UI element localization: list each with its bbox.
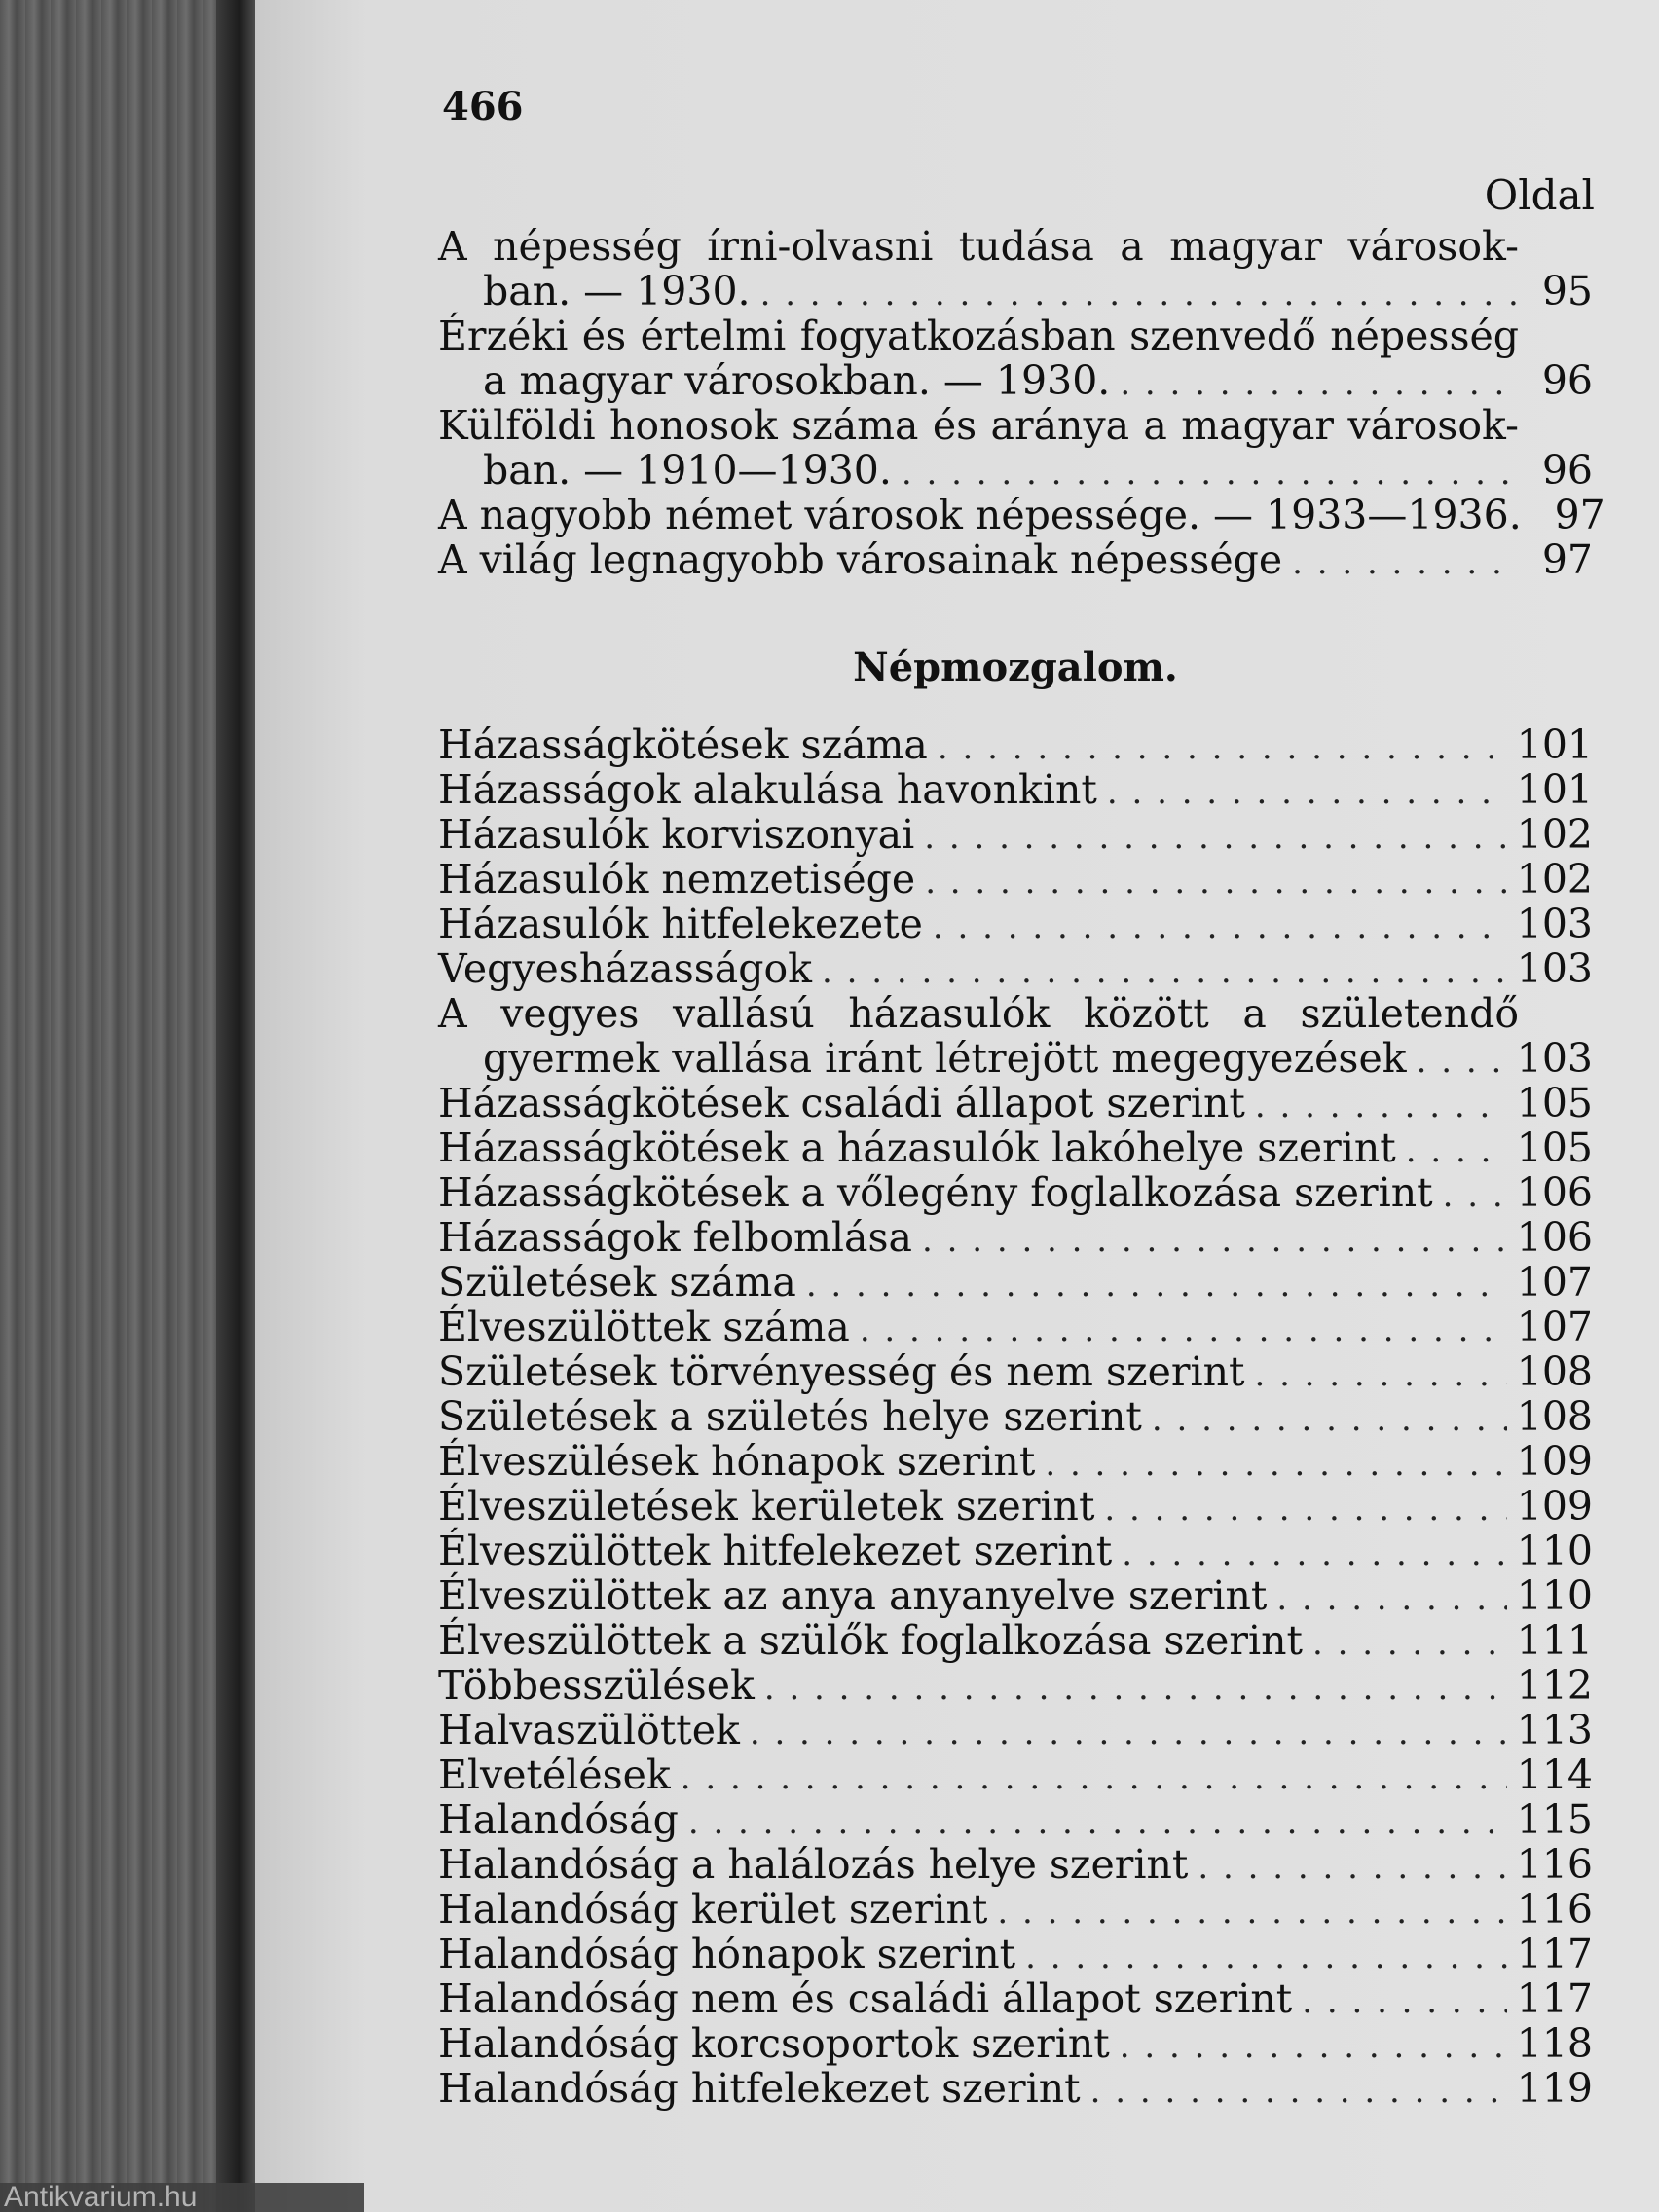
toc-entry-line <box>438 1708 1593 1752</box>
toc-page-number: 95 <box>1541 268 1593 314</box>
toc-page-number: 118 <box>1516 2020 1593 2067</box>
toc-entry-line <box>438 224 1593 269</box>
toc-entry <box>438 1349 1593 1394</box>
toc-dot-leader <box>922 1218 1507 1263</box>
toc-entry <box>438 1394 1593 1439</box>
toc-entry-text: Házasulók korviszonyai <box>438 811 915 858</box>
toc-entry-line <box>438 2066 1593 2111</box>
toc-entry <box>438 1260 1593 1305</box>
toc-dot-leader <box>1292 540 1519 585</box>
toc-entry-text: Házasságkötések a vőlegény foglalkozása szerint <box>438 1169 1433 1216</box>
toc-entry-text: Érzéki és értelmi fogyatkozásban szenvedő népesség <box>438 313 1519 359</box>
toc-entry-line <box>438 946 1593 991</box>
toc-page-number: 102 <box>1516 811 1593 858</box>
toc-dot-leader <box>681 1755 1507 1800</box>
toc-dot-leader <box>1025 1935 1507 1979</box>
toc-entry <box>438 2066 1593 2111</box>
toc-entry-line <box>438 1797 1593 1842</box>
page-column-label: Oldal <box>1484 171 1595 219</box>
toc-dot-leader <box>1417 1039 1507 1084</box>
toc-page-number: 96 <box>1541 357 1593 404</box>
toc-entry <box>438 1529 1593 1573</box>
toc-entry-line <box>438 1081 1593 1125</box>
toc-entry-text: Élveszülöttek száma <box>438 1304 850 1350</box>
toc-entry-line <box>438 1349 1593 1394</box>
toc-dot-leader <box>688 1800 1507 1845</box>
toc-dot-leader <box>1198 1845 1506 1890</box>
toc-page-number: 105 <box>1516 1124 1593 1171</box>
toc-page-number: 110 <box>1516 1572 1593 1619</box>
toc-entry-line <box>438 1036 1593 1081</box>
toc-entry <box>438 1573 1593 1618</box>
toc-page-number: 103 <box>1516 945 1593 992</box>
toc-entry-line <box>438 1215 1593 1260</box>
toc-entry-line <box>438 1618 1593 1663</box>
toc-page-number: 115 <box>1516 1796 1593 1843</box>
toc-entry <box>438 991 1593 1081</box>
toc-entry <box>438 1976 1593 2021</box>
toc-entry-text: A vegyes vallású házasulók között a születendő <box>438 990 1519 1037</box>
toc-dot-leader <box>1090 2069 1507 2114</box>
toc-entry <box>438 857 1593 902</box>
toc-entry <box>438 492 1605 538</box>
toc-dot-leader <box>1152 1397 1507 1442</box>
book-page <box>255 0 1659 2212</box>
toc-page-number: 97 <box>1541 536 1593 583</box>
toc-entry-text: Élveszülések hónapok szerint <box>438 1438 1036 1485</box>
toc-dot-leader <box>1107 770 1507 815</box>
toc-entry-line <box>438 722 1593 767</box>
toc-dot-leader <box>933 904 1507 949</box>
toc-entry-text: Vegyesházasságok <box>438 945 813 992</box>
toc-entry-text: Külföldi honosok száma és aránya a magyar városok- <box>438 402 1519 449</box>
toc-entry-text: Halandóság nem és családi állapot szerint <box>438 1975 1293 2022</box>
toc-group-bottom <box>438 722 1593 2111</box>
toc-entry <box>438 1932 1593 1976</box>
toc-dot-leader <box>1120 361 1519 406</box>
toc-page-number: 119 <box>1516 2065 1593 2112</box>
toc-entry-text: A világ legnagyobb városainak népessége <box>438 536 1283 583</box>
toc-entry <box>438 1439 1593 1484</box>
toc-entry-line <box>438 1529 1593 1573</box>
toc-entry-line <box>438 492 1605 538</box>
toc-entry <box>438 1125 1593 1170</box>
toc-page-number: 116 <box>1516 1886 1593 1933</box>
toc-dot-leader <box>1443 1173 1507 1218</box>
toc-entry-text: Élveszülöttek a szülők foglalkozása szerint <box>438 1617 1303 1664</box>
toc-entry-line <box>438 1663 1593 1708</box>
toc-entry <box>438 946 1593 991</box>
toc-entry-line <box>438 358 1593 403</box>
toc-entry <box>438 403 1593 493</box>
toc-page-number: 108 <box>1516 1393 1593 1440</box>
toc-dot-leader <box>924 815 1507 860</box>
toc-page-number: 103 <box>1516 901 1593 947</box>
toc-entry-line <box>438 313 1593 358</box>
toc-entry-text: Házasulók hitfelekezete <box>438 901 923 947</box>
toc-entry-line <box>438 1170 1593 1215</box>
toc-entry-text: Születések a születés helye szerint <box>438 1393 1142 1440</box>
toc-page-number: 109 <box>1516 1483 1593 1530</box>
toc-entry <box>438 537 1593 582</box>
toc-page-number: 113 <box>1516 1707 1593 1753</box>
toc-dot-leader <box>1254 1352 1506 1397</box>
toc-entry-line <box>438 2021 1593 2066</box>
section-heading: Népmozgalom. <box>853 645 1178 690</box>
toc-entry-line <box>438 448 1593 493</box>
toc-entry-text: Házasságkötések a házasulók lakóhelye szerint <box>438 1124 1396 1171</box>
toc-entry-line <box>438 902 1593 946</box>
toc-group-top <box>438 223 1605 583</box>
toc-page-number: 106 <box>1516 1169 1593 1216</box>
toc-entry-text: Halandóság hónapok szerint <box>438 1931 1016 1977</box>
toc-entry <box>438 1081 1593 1125</box>
toc-page-number: 101 <box>1516 766 1593 813</box>
toc-entry-text: Házasságok felbomlása <box>438 1214 912 1261</box>
toc-entry-line <box>438 1573 1593 1618</box>
toc-entry <box>438 1618 1593 1663</box>
toc-page-number: 111 <box>1516 1617 1593 1664</box>
toc-entry-line <box>438 1394 1593 1439</box>
toc-dot-leader <box>1255 1084 1507 1128</box>
toc-entry <box>438 2021 1593 2066</box>
toc-page-number: 102 <box>1516 856 1593 903</box>
toc-entry <box>438 722 1593 767</box>
toc-entry-text: Házasságkötések családi állapot szerint <box>438 1080 1245 1126</box>
toc-dot-leader <box>925 860 1507 904</box>
toc-entry-line <box>438 1484 1593 1529</box>
toc-page-number: 110 <box>1516 1528 1593 1574</box>
toc-entry-line <box>438 767 1593 812</box>
toc-entry-line <box>438 403 1593 448</box>
toc-dot-leader <box>997 1890 1506 1935</box>
toc-page-number: 112 <box>1516 1662 1593 1709</box>
toc-entry-text: ban. — 1910—1930. <box>483 447 892 494</box>
toc-page-number: 109 <box>1516 1438 1593 1485</box>
toc-dot-leader <box>1122 1531 1507 1576</box>
toc-entry-line <box>438 1305 1593 1349</box>
toc-entry <box>438 1842 1593 1887</box>
toc-entry <box>438 224 1593 313</box>
toc-entry-text: Élveszületések kerületek szerint <box>438 1483 1095 1530</box>
toc-entry <box>438 1708 1593 1752</box>
toc-entry <box>438 1663 1593 1708</box>
toc-entry-text: Élveszülöttek az anya anyanyelve szerint <box>438 1572 1268 1619</box>
toc-page-number: 117 <box>1516 1975 1593 2022</box>
toc-entry-text: Házasságok alakulása havonkint <box>438 766 1097 813</box>
toc-entry-line <box>438 1752 1593 1797</box>
table-of-contents <box>438 223 1605 2112</box>
toc-entry-line <box>438 1842 1593 1887</box>
toc-entry <box>438 1887 1593 1932</box>
toc-page-number: 96 <box>1541 447 1593 494</box>
toc-dot-leader <box>760 272 1519 316</box>
toc-dot-leader <box>822 949 1507 994</box>
watermark: Antikvarium.hu <box>0 2183 364 2212</box>
toc-entry <box>438 1215 1593 1260</box>
toc-entry <box>438 1170 1593 1215</box>
toc-dot-leader <box>1406 1128 1507 1173</box>
toc-dot-leader <box>764 1666 1507 1711</box>
toc-entry <box>438 902 1593 946</box>
toc-dot-leader <box>806 1263 1507 1308</box>
toc-page-number: 114 <box>1516 1751 1593 1798</box>
toc-entry <box>438 812 1593 857</box>
toc-entry-text: Élveszülöttek hitfelekezet szerint <box>438 1528 1113 1574</box>
toc-page-number: 117 <box>1516 1931 1593 1977</box>
toc-page-number: 106 <box>1516 1214 1593 1261</box>
toc-page-number: 107 <box>1516 1304 1593 1350</box>
toc-dot-leader <box>1104 1487 1506 1531</box>
toc-entry-line <box>438 1260 1593 1305</box>
toc-entry-text: Halandóság korcsoportok szerint <box>438 2020 1110 2067</box>
toc-entry-line <box>438 1439 1593 1484</box>
page-number: 466 <box>442 84 524 129</box>
toc-page-number: 107 <box>1516 1259 1593 1306</box>
toc-entry-line <box>438 1976 1593 2021</box>
toc-entry <box>438 1484 1593 1529</box>
toc-dot-leader <box>902 451 1519 496</box>
toc-dot-leader <box>1302 1979 1507 2024</box>
toc-entry-text: Halandóság hitfelekezet szerint <box>438 2065 1081 2112</box>
toc-page-number: 108 <box>1516 1348 1593 1395</box>
page-gutter-shadow <box>216 0 259 2212</box>
toc-entry-text: A nagyobb német városok népessége. — 1933—1936. <box>438 492 1522 538</box>
toc-entry-text: a magyar városokban. — 1930. <box>483 357 1111 404</box>
toc-entry <box>438 767 1593 812</box>
toc-entry-text: Születések száma <box>438 1259 796 1306</box>
toc-entry <box>438 1797 1593 1842</box>
toc-dot-leader <box>1276 1576 1506 1621</box>
toc-page-number: 97 <box>1554 492 1605 538</box>
toc-entry <box>438 1752 1593 1797</box>
toc-entry-line <box>438 1932 1593 1976</box>
toc-dot-leader <box>860 1308 1507 1352</box>
toc-dot-leader <box>1045 1442 1506 1487</box>
toc-entry-text: A népesség írni-olvasni tudása a magyar városok- <box>438 223 1519 270</box>
toc-entry-text: Halvaszülöttek <box>438 1707 740 1753</box>
toc-page-number: 103 <box>1516 1035 1593 1082</box>
toc-entry <box>438 1305 1593 1349</box>
toc-entry-line <box>438 857 1593 902</box>
toc-entry-text: gyermek vallása iránt létrejött megegyezések <box>483 1035 1407 1082</box>
toc-entry-text: Halandóság a halálozás helye szerint <box>438 1841 1189 1888</box>
toc-entry-line <box>438 1887 1593 1932</box>
toc-entry-line <box>438 1125 1593 1170</box>
toc-dot-leader <box>938 725 1507 770</box>
toc-page-number: 116 <box>1516 1841 1593 1888</box>
toc-dot-leader <box>1312 1621 1507 1666</box>
toc-page-number: 105 <box>1516 1080 1593 1126</box>
toc-entry-text: Születések törvényesség és nem szerint <box>438 1348 1245 1395</box>
toc-entry-line <box>438 812 1593 857</box>
toc-entry-text: Házasulók nemzetisége <box>438 856 916 903</box>
toc-entry <box>438 313 1593 403</box>
toc-dot-leader <box>1120 2024 1507 2069</box>
toc-entry-text: Halandóság kerület szerint <box>438 1886 988 1933</box>
toc-entry-line <box>438 537 1593 582</box>
toc-dot-leader <box>750 1711 1507 1755</box>
toc-entry-text: ban. — 1930. <box>483 268 751 314</box>
toc-entry-text: Házasságkötések száma <box>438 721 928 768</box>
toc-entry-line <box>438 269 1593 313</box>
toc-entry-text: Elvetélések <box>438 1751 671 1798</box>
toc-entry-text: Halandóság <box>438 1796 679 1843</box>
toc-page-number: 101 <box>1516 721 1593 768</box>
toc-entry-line <box>438 991 1593 1036</box>
toc-entry-text: Többesszülések <box>438 1662 755 1709</box>
